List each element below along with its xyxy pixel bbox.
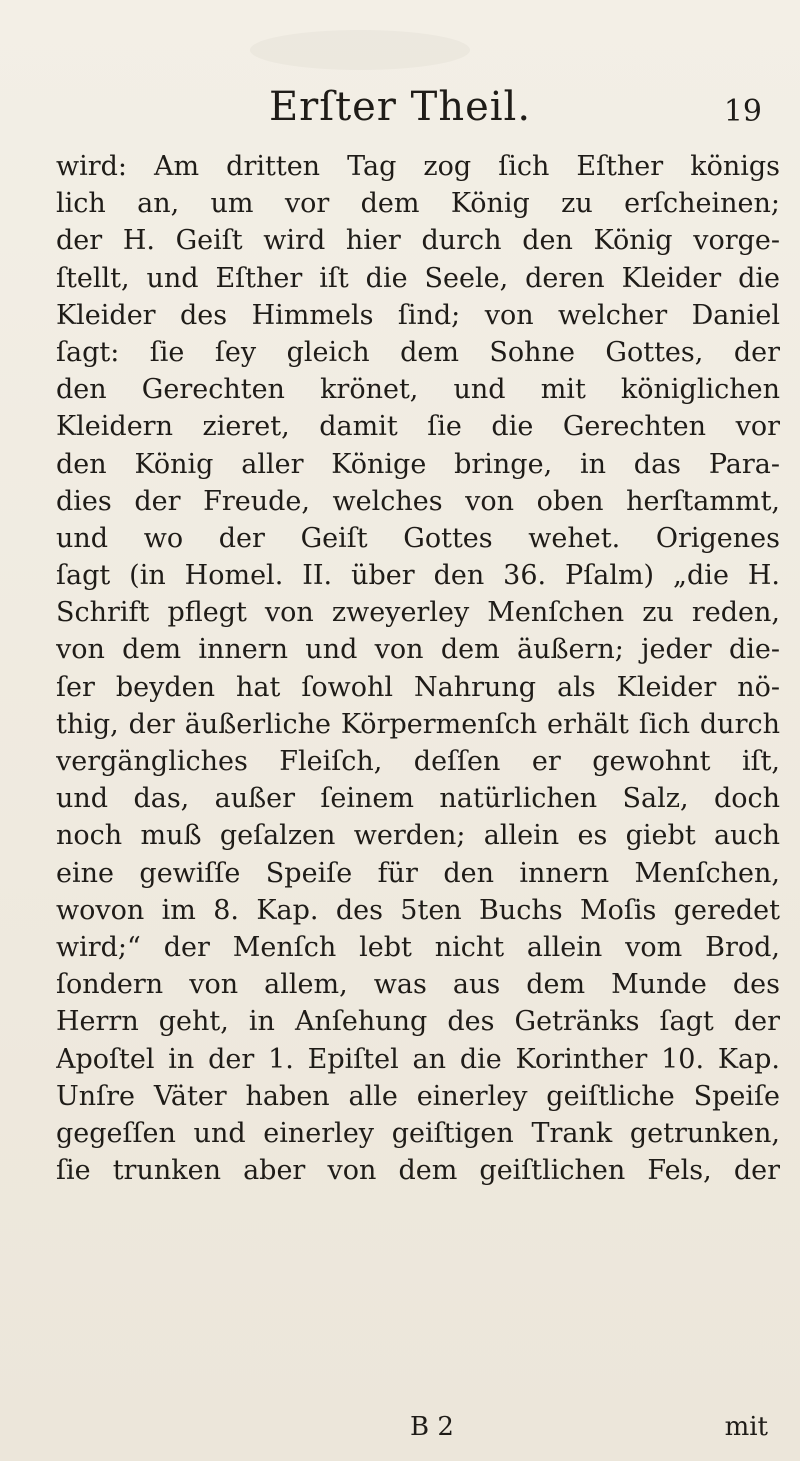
- text-line: eine gewiſſe Speiſe für den innern Menſchen,: [56, 857, 780, 889]
- signature-mark: B 2: [410, 1412, 454, 1442]
- text-line: Kleidern zieret, damit ſie die Gerechten vor: [56, 411, 780, 443]
- text-line: wird;“ der Menſch lebt nicht allein vom Brod,: [56, 931, 780, 963]
- text-line: gegeſſen und einerley geiſtigen Trank getrunken,: [56, 1117, 780, 1149]
- text-line: ſer beyden hat ſowohl Nahrung als Kleider nö-: [56, 671, 780, 703]
- text-line: ſagt (in Homel. II. über den 36. Pſalm) „die H.: [56, 560, 780, 592]
- text-line: Herrn geht, in Anſehung des Getränks ſagt der: [56, 1006, 780, 1038]
- text-line: thig, der äußerliche Körpermenſch erhält ſich durch: [56, 708, 780, 740]
- text-line: und das, außer ſeinem natürlichen Salz, doch: [56, 783, 780, 815]
- running-header: [0, 84, 800, 144]
- page-footer: [0, 1412, 800, 1452]
- text-line: wovon im 8. Kap. des 5ten Buchs Moſis geredet: [56, 894, 780, 926]
- text-line: der H. Geiſt wird hier durch den König vorge-: [56, 225, 780, 257]
- text-line: und wo der Geiſt Gottes wehet. Origenes: [56, 522, 780, 554]
- text-line: lich an, um vor dem König zu erſcheinen;: [56, 188, 780, 220]
- text-line: ſie trunken aber von dem geiſtlichen Fels, der: [56, 1155, 780, 1187]
- text-line: ſagt: ſie ſey gleich dem Sohne Gottes, der: [56, 336, 780, 368]
- text-line: noch muß geſalzen werden; allein es giebt auch: [56, 820, 780, 852]
- catchword: mit: [724, 1412, 768, 1442]
- text-line: vergängliches Fleiſch, deſſen er gewohnt iſt,: [56, 746, 780, 777]
- paper-stain: [250, 30, 470, 70]
- page-number: 19: [723, 94, 762, 129]
- text-line: Schrift pflegt von zweyerley Menſchen zu reden,: [56, 597, 780, 629]
- text-line: von dem innern und von dem äußern; jeder die-: [56, 634, 780, 666]
- text-line: Apoſtel in der 1. Epiſtel an die Korinther 10. Kap.: [56, 1043, 780, 1075]
- text-line: ſondern von allem, was aus dem Munde des: [56, 969, 780, 1001]
- text-line: Unſre Väter haben alle einerley geiſtliche Speiſe: [56, 1080, 780, 1112]
- text-line: ſtellt, und Eſther iſt die Seele, deren Kleider die: [56, 262, 780, 294]
- body-text: [56, 148, 780, 1189]
- text-line: wird: Am dritten Tag zog ſich Eſther königs: [56, 151, 780, 182]
- running-title: Erſter Theil.: [268, 84, 532, 130]
- text-line: dies der Freude, welches von oben herſtammt,: [56, 485, 780, 517]
- text-line: Kleider des Himmels ſind; von welcher Daniel: [56, 299, 780, 331]
- text-line: den Gerechten krönet, und mit königlichen: [56, 374, 780, 406]
- text-line: den König aller Könige bringe, in das Para-: [56, 448, 780, 480]
